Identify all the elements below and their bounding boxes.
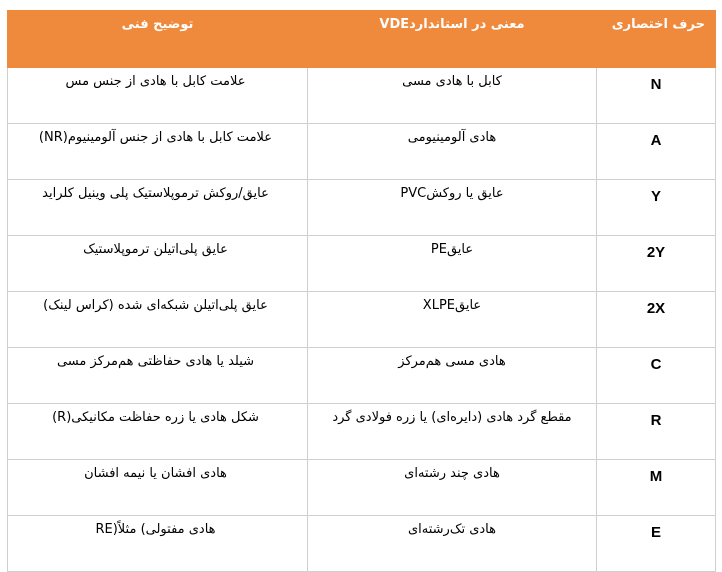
description-cell: عایق پلی‌اتیلن شبکه‌ای شده (کراس لینک) xyxy=(8,292,308,348)
meaning-cell: عایقXLPE xyxy=(308,292,597,348)
table-row xyxy=(8,460,716,516)
abbr-cell: N xyxy=(597,68,716,124)
cable-codes-table xyxy=(7,10,716,572)
table-row xyxy=(8,236,716,292)
description-cell: هادی مفتولی) مثلاً(RE xyxy=(8,516,308,572)
meaning-cell: هادی آلومینیومی xyxy=(308,124,597,180)
header-abbreviation: حرف اختصاری xyxy=(597,11,716,68)
meaning-cell: عایقPE xyxy=(308,236,597,292)
meaning-cell: عایق یا روکشPVC xyxy=(308,180,597,236)
cable-codes-table-container xyxy=(7,10,715,572)
meaning-cell: کابل با هادی مسی xyxy=(308,68,597,124)
header-description: توضیح فنی xyxy=(8,11,308,68)
table-row xyxy=(8,292,716,348)
description-cell: علامت کابل با هادی از جنس آلومینیوم(NR) xyxy=(8,124,308,180)
description-cell: عایق پلی‌اتیلن ترموپلاستیک xyxy=(8,236,308,292)
table-row xyxy=(8,516,716,572)
description-cell: هادی افشان یا نیمه افشان xyxy=(8,460,308,516)
abbr-cell: M xyxy=(597,460,716,516)
header-meaning: معنی در استانداردVDE xyxy=(308,11,597,68)
description-cell: علامت کابل با هادی از جنس مس xyxy=(8,68,308,124)
abbr-cell: 2Y xyxy=(597,236,716,292)
header-row xyxy=(8,11,716,68)
meaning-cell: هادی تک‌رشته‌ای xyxy=(308,516,597,572)
description-cell: شیلد یا هادی حفاظتی هم‌مرکز مسی xyxy=(8,348,308,404)
meaning-cell: مقطع گرد هادی (دایره‌ای) یا زره فولادی گرد xyxy=(308,404,597,460)
abbr-cell: E xyxy=(597,516,716,572)
abbr-cell: Y xyxy=(597,180,716,236)
meaning-cell: هادی مسی هم‌مرکز xyxy=(308,348,597,404)
table-body xyxy=(8,68,716,572)
description-cell: شکل هادی یا زره حفاظت مکانیکی(R) xyxy=(8,404,308,460)
abbr-cell: R xyxy=(597,404,716,460)
table-row xyxy=(8,180,716,236)
meaning-cell: هادی چند رشته‌ای xyxy=(308,460,597,516)
abbr-cell: 2X xyxy=(597,292,716,348)
table-row xyxy=(8,68,716,124)
table-header xyxy=(8,11,716,68)
description-cell: عایق/روکش ترموپلاستیک پلی وینیل کلراید xyxy=(8,180,308,236)
table-row xyxy=(8,348,716,404)
abbr-cell: A xyxy=(597,124,716,180)
abbr-cell: C xyxy=(597,348,716,404)
table-row xyxy=(8,124,716,180)
table-row xyxy=(8,404,716,460)
